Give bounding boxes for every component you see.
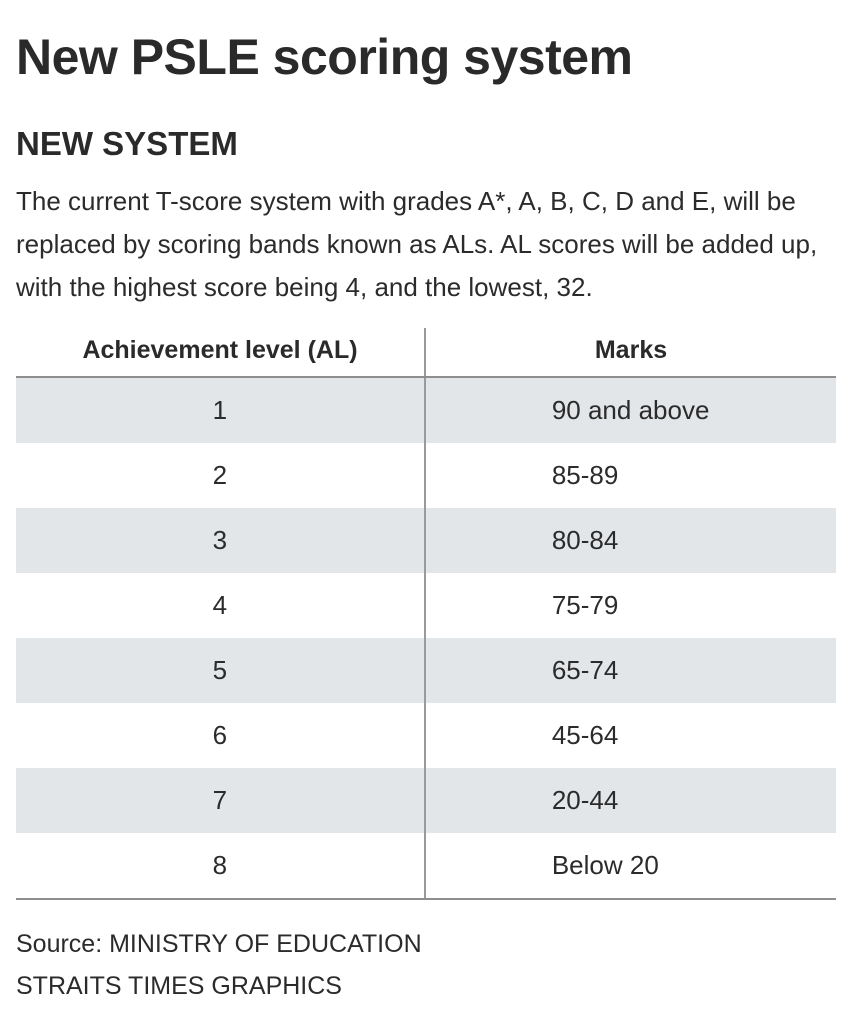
source-credit xyxy=(16,923,422,1007)
marks-cell: 65-74 xyxy=(551,655,619,685)
credit-line: STRAITS TIMES GRAPHICS xyxy=(16,972,342,1000)
description-text: The current T-score system with grades A*, A, B, C, D and E, will be replaced by scoring bands known as ALs. AL scores will be added up, with the highest score being 4, and the lowest, 32. xyxy=(16,186,818,302)
marks-cell: 90 and above xyxy=(551,395,710,425)
source-line: Source: MINISTRY OF EDUCATION xyxy=(16,930,422,958)
table-row xyxy=(16,703,836,768)
level-cell: 8 xyxy=(16,833,426,898)
scoring-table xyxy=(16,328,836,900)
table-row xyxy=(16,443,836,508)
level-cell: 4 xyxy=(16,573,426,638)
marks-cell: 45-64 xyxy=(551,720,619,750)
level-cell: 7 xyxy=(16,768,426,833)
level-cell: 1 xyxy=(16,378,426,443)
table-row xyxy=(16,508,836,573)
table-bottom-rule xyxy=(16,898,836,900)
section-heading: NEW SYSTEM xyxy=(16,125,238,162)
marks-cell: Below 20 xyxy=(551,850,659,880)
level-cell: 5 xyxy=(16,638,426,703)
header-achievement-level: Achievement level (AL) xyxy=(16,328,426,376)
table-body xyxy=(16,378,836,898)
marks-cell: 85-89 xyxy=(551,460,619,490)
marks-cell: 80-84 xyxy=(551,525,619,555)
table-row xyxy=(16,768,836,833)
table-row xyxy=(16,833,836,898)
marks-cell: 75-79 xyxy=(551,590,619,620)
level-cell: 3 xyxy=(16,508,426,573)
page-title: New PSLE scoring system xyxy=(16,29,633,85)
header-marks: Marks xyxy=(594,335,668,364)
level-cell: 2 xyxy=(16,443,426,508)
level-cell: 6 xyxy=(16,703,426,768)
table-row xyxy=(16,378,836,443)
table-row xyxy=(16,573,836,638)
marks-cell: 20-44 xyxy=(551,785,619,815)
table-header-row xyxy=(16,328,836,378)
table-row xyxy=(16,638,836,703)
